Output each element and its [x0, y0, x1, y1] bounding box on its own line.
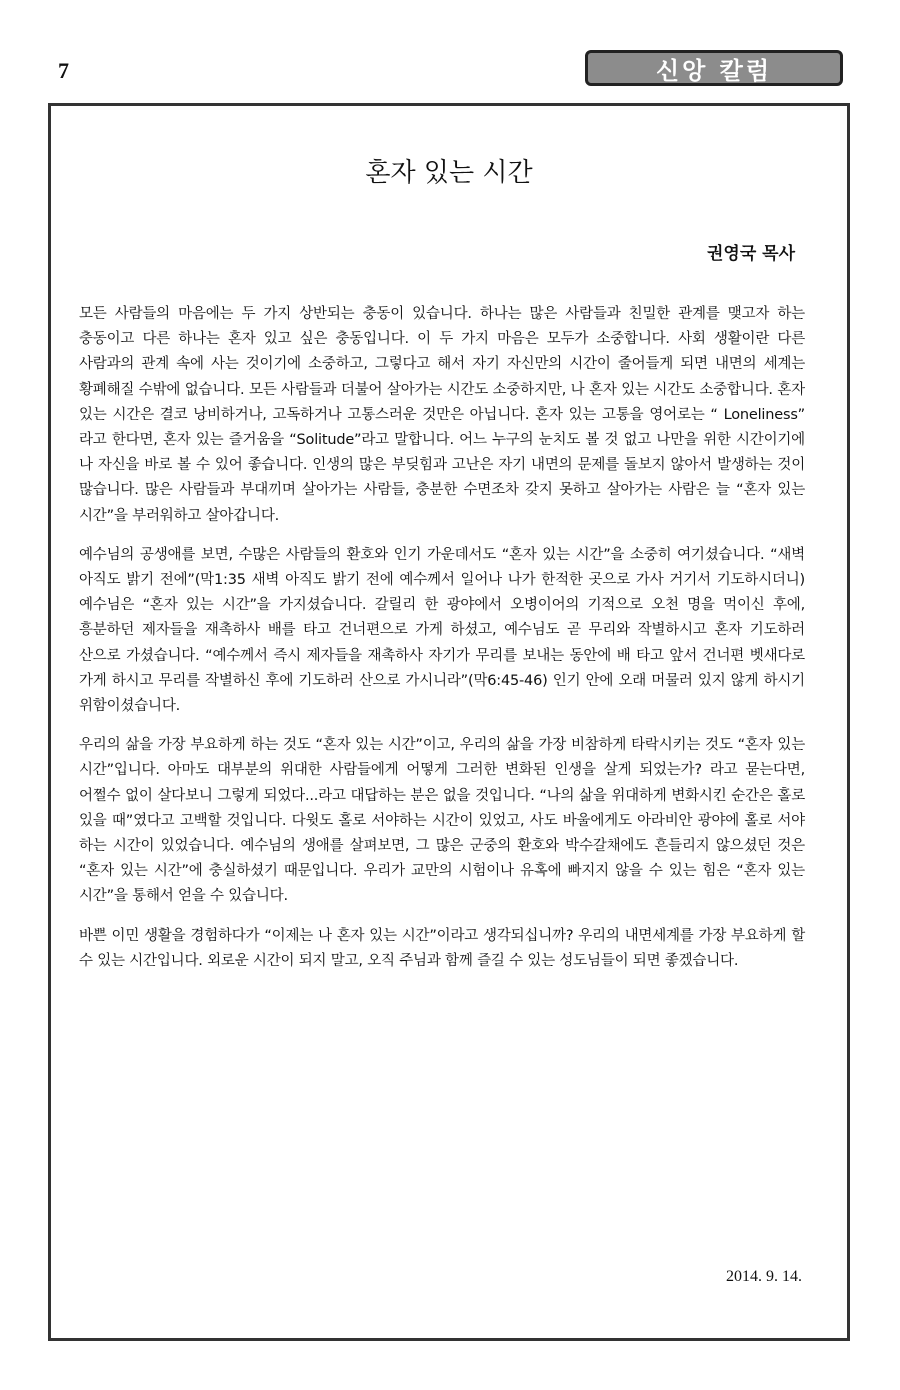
page-number: 7	[58, 58, 69, 83]
article-body	[79, 302, 805, 988]
paragraph-4: 바쁜 이민 생활을 경험하다가 “이제는 나 혼자 있는 시간”이라고 생각되십니까? 우리의 내면세계를 가장 부요하게 할 수 있는 시간입니다. 외로운 시간이 되지 말고, 오직 주님과 함께 즐길 수 있는 성도님들이 되면 좋겠습니다.	[79, 927, 805, 969]
article-title: 혼자 있는 시간	[365, 158, 533, 188]
author-name: 권영국 목사	[706, 244, 795, 264]
article-date: 2014. 9. 14.	[726, 1268, 802, 1285]
paragraph-1: 모든 사람들의 마음에는 두 가지 상반되는 충동이 있습니다. 하나는 많은 사람들과 친밀한 관계를 맺고자 하는 충동이고 다른 하나는 혼자 있고 싶은 충동입니다. 이 두 가지 마음은 모두가 소중합니다. 사회 생활이란 다른 사람과의 관계 속에 사는 것이기에 소중하고, 그렇다고 해서 자기 자신만의 시간이 줄어들게 되면 내면의 세계는 황폐해질 수밖에 없습니다. 모든 사람들과 더불어 살아가는 시간도 소중하지만, 나 혼자 있는 시간도 소중합니다. 혼자 있는 시간은 결코 낭비하거나, 고독하거나 고통스러운 것만은 아닙니다. 혼자 있는 고통을 영어로는 “ Loneliness” 라고 한다면, 혼자 있는 즐거움을 “Solitude”라고 말합니다. 어느 누구의 눈치도 볼 것 없고 나만을 위한 시간이기에 나 자신을 바로 볼 수 있어 좋습니다. 인생의 많은 부딪힘과 고난은 자기 내면의 문제를 돌보지 않아서 발생하는 것이 많습니다. 많은 사람들과 부대끼며 살아가는 사람들, 충분한 수면조차 갖지 못하고 살아가는 사람은 늘 “혼자 있는 시간”을 부러워하고 살아갑니다.	[79, 306, 805, 524]
paragraph-2: 예수님의 공생애를 보면, 수많은 사람들의 환호와 인기 가운데서도 “혼자 있는 시간”을 소중히 여기셨습니다. “새벽 아직도 밝기 전에”(막1:35 새벽 아직도 밝기 전에 예수께서 일어나 나가 한적한 곳으로 가사 거기서 기도하시더니) 예수님은 “혼자 있는 시간”을 가지셨습니다. 갈릴리 한 광야에서 오병이어의 기적으로 오천 명을 먹이신 후에, 흥분하던 제자들을 재촉하사 배를 타고 건너편으로 가게 하셨고, 예수님도 곧 무리와 작별하시고 혼자 기도하러 산으로 가셨습니다. “예수께서 즉시 제자들을 재촉하사 자기가 무리를 보내는 동안에 배 타고 앞서 건너편 벳새다로 가게 하시고 무리를 작별하신 후에 기도하러 산으로 가시니라”(막6:45-46) 인기 안에 오래 머물러 있지 않게 하시기 위함이셨습니다.	[79, 546, 805, 715]
paragraph-3: 우리의 삶을 가장 부요하게 하는 것도 “혼자 있는 시간”이고, 우리의 삶을 가장 비참하게 타락시키는 것도 “혼자 있는 시간”입니다. 아마도 대부분의 위대한 사람들에게 어떻게 그러한 변화된 인생을 살게 되었는가? 라고 묻는다면, 어쩔수 없이 살다보니 그렇게 되었다...라고 대답하는 분은 없을 것입니다. “나의 삶을 위대하게 변화시킨 순간은 홀로 있을 때”였다고 고백할 것입니다. 다윗도 홀로 서야하는 시간이 있었고, 사도 바울에게도 아라비안 광야에 홀로 서야 하는 시간이 있었습니다. 예수님의 생애를 살펴보면, 그 많은 군중의 환호와 박수갈채에도 흔들리지 않으셨던 것은 “혼자 있는 시간”에 충실하셨기 때문입니다. 우리가 교만의 시험이나 유혹에 빠지지 않을 수 있는 힘은 “혼자 있는 시간”을 통해서 얻을 수 있습니다.	[79, 737, 805, 905]
section-badge: 신앙 칼럼	[585, 50, 843, 86]
article-box	[48, 103, 850, 1341]
